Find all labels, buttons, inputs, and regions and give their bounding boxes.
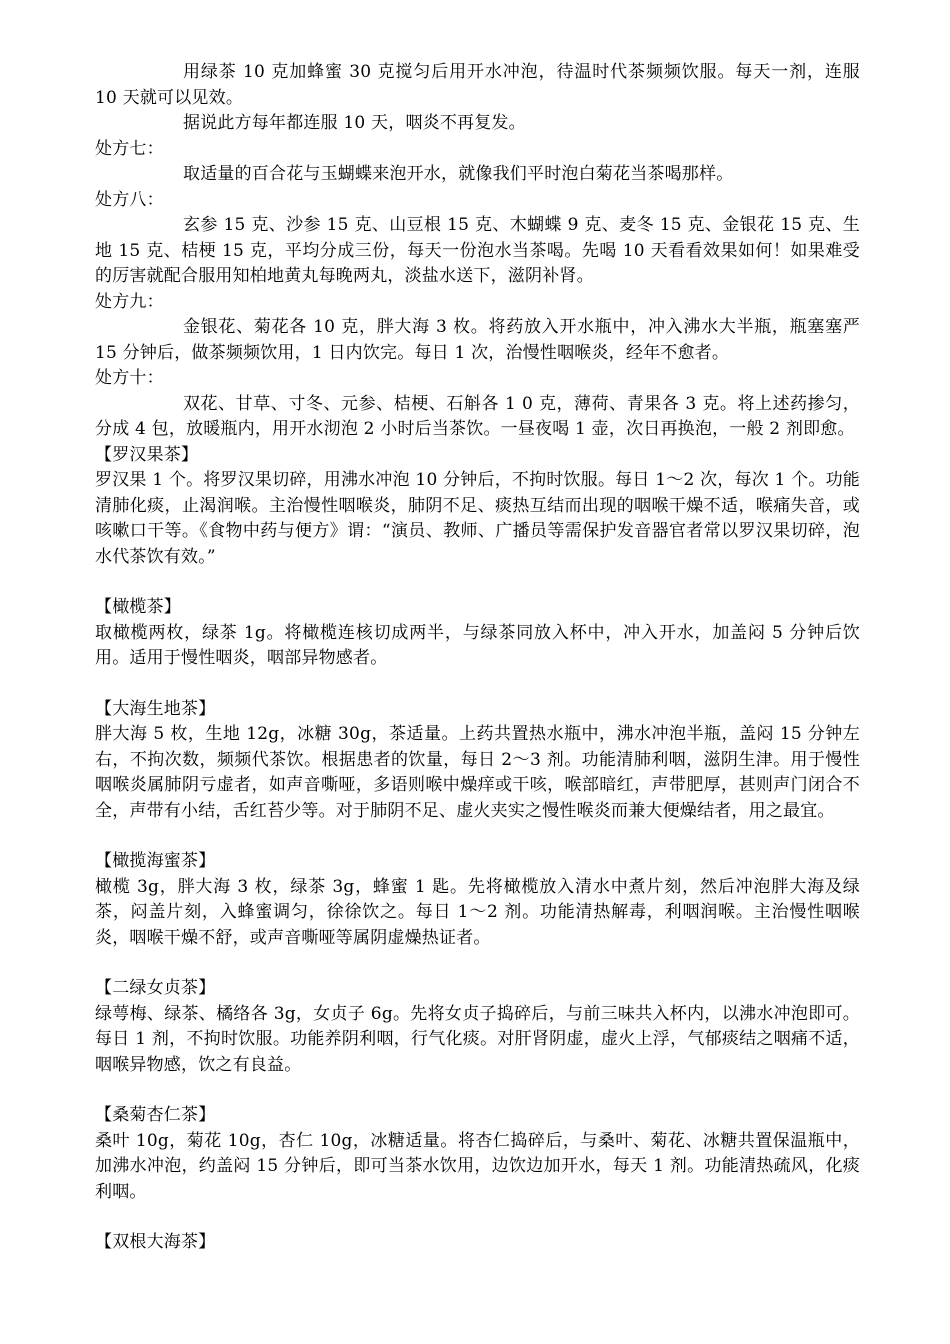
- indented-paragraph: 取适量的百合花与玉蝴蝶来泡开水，就像我们平时泡白菊花当茶喝那样。: [183, 164, 734, 184]
- paragraph-spacer: [95, 824, 860, 849]
- recipe-paragraph: 桑叶 10g，菊花 10g，杏仁 10g，冰糖适量。将杏仁捣碎后，与桑叶、菊花、冰糖共置保温瓶中，加沸水冲泡，约盖闷 15 分钟后，即可当茶水饮用，边饮边加开水，每天 1 剂。功能清热疏风，化痰利咽。: [95, 1130, 860, 1202]
- paragraph-spacer: [95, 951, 860, 976]
- tea-recipe-heading: 【大海生地茶】: [95, 698, 216, 719]
- paragraph-spacer: [95, 1205, 860, 1230]
- indented-paragraph: 双花、甘草、寸冬、元参、桔梗、石斛各 1 0 克，薄荷、青果各 3 克。将上述药掺匀，分成 4 包，放暖瓶内，用开水沏泡 2 小时后当茶饮。一昼夜喝 1 壶，次日再换泡，一般 2 剂即愈。: [95, 393, 860, 439]
- prescription-label: 处方十：: [95, 368, 164, 388]
- paragraph-spacer: [95, 1078, 860, 1103]
- recipe-paragraph: 罗汉果 1 个。将罗汉果切碎，用沸水冲泡 10 分钟后，不拘时饮服。每日 1～2 次，每次 1 个。功能清肺化痰，止渴润喉。主治慢性咽喉炎，肺阴不足、痰热互结而出现的咽喉干燥不适，喉痛失音，或咳嗽口干等。《食物中药与便方》谓：“演员、教师、广播员等需保护发音器官者常以罗汉果切碎，泡水代茶饮有效。”: [95, 470, 860, 567]
- prescription-label: 处方九：: [95, 291, 164, 312]
- tea-recipe-heading: 【桑菊杏仁茶】: [95, 1105, 216, 1125]
- recipe-paragraph: 橄榄 3g，胖大海 3 枚，绿茶 3g，蜂蜜 1 匙。先将橄榄放入清水中煮片刻，然后冲泡胖大海及绿茶，闷盖片刻，入蜂蜜调匀，徐徐饮之。每日 1～2 剂。功能清热解毒，利咽润喉。主治慢性咽喉炎，咽喉干燥不舒，或声音嘶哑等属阴虚燥热证者。: [95, 876, 860, 948]
- tea-recipe-heading: 【双根大海茶】: [95, 1232, 216, 1252]
- tea-recipe-heading: 【橄榄茶】: [95, 597, 181, 617]
- indented-paragraph: 玄参 15 克、沙参 15 克、山豆根 15 克、木蝴蝶 9 克、麦冬 15 克、金银花 15 克、生地 15 克、桔梗 15 克，平均分成三份，每天一份泡水当茶喝。先喝 10 天看看效果如何！如果难受的厉害就配合服用知柏地黄丸每晚两丸，淡盐水送下，滋阴补肾。: [95, 215, 860, 286]
- recipe-paragraph: 胖大海 5 枚，生地 12g，冰糖 30g，茶适量。上药共置热水瓶中，沸水冲泡半瓶，盖闷 15 分钟左右，不拘次数，频频代茶饮。根据患者的饮量，每日 2～3 剂。功能清肺利咽，滋阴生津。用于慢性咽喉炎属肺阴亏虚者，如声音嘶哑，多语则喉中燥痒或干咳，喉部暗红，声带肥厚，甚则声门闭合不全，声带有小结，舌红苔少等。对于肺阴不足、虚火夹实之慢性喉炎而兼大便燥结者，用之最宜。: [95, 724, 860, 821]
- tea-recipe-heading: 【二绿女贞茶】: [95, 978, 216, 998]
- tea-recipe-heading: 【橄揽海蜜茶】: [95, 851, 216, 871]
- paragraph-spacer: [95, 570, 860, 595]
- indented-paragraph: 据说此方每年都连服 10 天，咽炎不再复发。: [183, 113, 526, 133]
- paragraph-spacer: [95, 672, 860, 697]
- prescription-label: 处方八：: [95, 189, 164, 210]
- tea-recipe-heading: 【罗汉果茶】: [95, 444, 199, 465]
- indented-paragraph: 用绿茶 10 克加蜂蜜 30 克搅匀后用开水冲泡，待温时代茶频频饮服。每天一剂，连服 10 天就可以见效。: [95, 62, 860, 108]
- indented-paragraph: 金银花、菊花各 10 克，胖大海 3 枚。将药放入开水瓶中，冲入沸水大半瓶，瓶塞塞严 15 分钟后，做茶频频饮用，1 日内饮完。每日 1 次，治慢性咽喉炎，经年不愈者。: [95, 317, 860, 363]
- recipe-paragraph: 绿萼梅、绿茶、橘络各 3g，女贞子 6g。先将女贞子捣碎后，与前三味共入杯内，以沸水冲泡即可。每日 1 剂，不拘时饮服。功能养阴利咽，行气化痰。对肝肾阴虚，虚火上浮，气郁痰结之咽痛不适，咽喉异物感，饮之有良益。: [95, 1003, 860, 1075]
- prescription-label: 处方七：: [95, 138, 164, 159]
- recipe-paragraph: 取橄榄两枚，绿茶 1g。将橄榄连核切成两半，与绿茶同放入杯中，冲入开水，加盖闷 5 分钟后饮用。适用于慢性咽炎，咽部异物感者。: [95, 622, 860, 668]
- document-page: [95, 60, 860, 1256]
